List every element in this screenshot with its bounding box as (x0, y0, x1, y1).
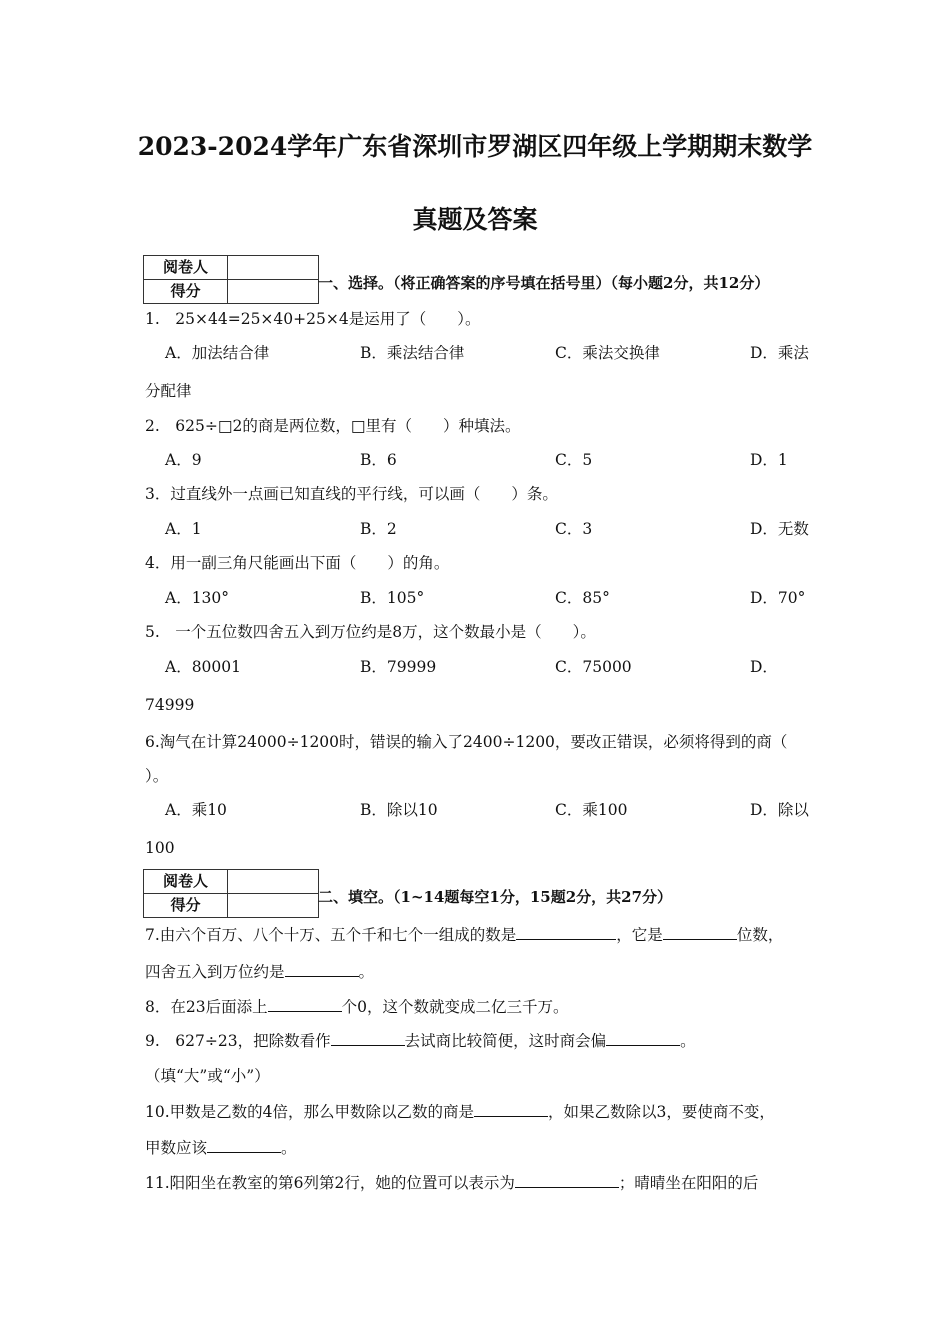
q7-text: 7.由六个百万、八个十万、五个千和七个一组成的数是 (145, 926, 517, 944)
question-7-continued (145, 961, 374, 982)
q4-option-a: A．130° (165, 589, 230, 607)
question-2: 2. 625÷□2的商是两位数，□里有（ ）种填法。 (145, 417, 521, 435)
q6-option-c: C．乘100 (555, 801, 628, 819)
q3-option-a: A．1 (165, 520, 202, 538)
q10-text: 。 (281, 1139, 297, 1157)
q9-text: 9. 627÷23，把除数看作 (145, 1032, 331, 1050)
answer-blank[interactable] (663, 924, 737, 940)
q1-option-d: D．乘法 (750, 344, 809, 362)
section1-heading: 一、选择。（将正确答案的序号填在括号里）（每小题2分，共12分） (318, 274, 770, 292)
q6-option-d: D．除以 (750, 801, 809, 819)
question-10 (145, 1101, 775, 1122)
q5-option-d: D． (750, 658, 778, 676)
q10-text: ，如果乙数除以3，要使商不变， (548, 1103, 775, 1121)
q7-text: 。 (358, 963, 375, 981)
q1-option-a: A．加法结合律 (165, 344, 270, 362)
score-label: 得分 (144, 894, 228, 917)
q6-option-d-continued: 100 (145, 839, 175, 857)
q5-option-d-continued: 74999 (145, 696, 195, 714)
answer-blank[interactable] (268, 996, 342, 1012)
q3-option-d: D．无数 (750, 520, 809, 538)
q9-text: 。 (680, 1032, 696, 1050)
q1-option-b: B．乘法结合律 (360, 344, 465, 362)
question-9-continued: （填“大”或“小”） (145, 1067, 270, 1085)
q5-option-a: A．80001 (165, 658, 242, 676)
q8-text: 个0，这个数就变成二亿三千万。 (341, 998, 569, 1016)
question-10-continued (145, 1137, 297, 1158)
question-11 (145, 1172, 758, 1193)
section2-heading: 二、填空。（1~14题每空1分，15题2分，共27分） (318, 888, 673, 906)
q2-option-c: C．5 (555, 451, 593, 469)
question-8 (145, 996, 568, 1017)
q5-option-c: C．75000 (555, 658, 632, 676)
answer-blank[interactable] (515, 1172, 619, 1188)
q1-option-d-continued: 分配律 (145, 382, 192, 400)
q2-option-b: B．6 (360, 451, 397, 469)
q2-option-a: A．9 (165, 451, 202, 469)
q9-text: 去试商比较简便，这时商会偏 (404, 1032, 607, 1050)
q10-text: 甲数应该 (145, 1139, 208, 1157)
score-label: 得分 (144, 280, 228, 303)
question-3: 3．过直线外一点画已知直线的平行线，可以画（ ）条。 (145, 485, 558, 503)
question-6-continued: ）。 (145, 767, 169, 785)
q7-text: 位数， (736, 926, 784, 944)
q2-option-d: D．1 (750, 451, 788, 469)
question-1: 1. 25×44=25×40+25×4是运用了（ ）。 (145, 310, 481, 328)
question-6: 6.淘气在计算24000÷1200时，错误的输入了2400÷1200，要改正错误，必须将得到的商（ (145, 733, 788, 751)
q6-option-b: B．除以10 (360, 801, 438, 819)
document-title-line1: 2023-2024学年广东省深圳市罗湖区四年级上学期期末数学 (137, 132, 813, 161)
reviewer-label: 阅卷人 (144, 256, 228, 279)
q4-option-d: D．70° (750, 589, 806, 607)
score-box-1 (143, 255, 319, 304)
answer-blank[interactable] (331, 1030, 405, 1046)
q7-text: 四舍五入到万位约是 (145, 963, 285, 981)
q7-text: ，它是 (616, 926, 663, 944)
answer-blank[interactable] (606, 1030, 680, 1046)
q4-option-b: B．105° (360, 589, 425, 607)
score-box-2 (143, 869, 319, 918)
answer-blank[interactable] (207, 1137, 281, 1153)
q3-option-c: C．3 (555, 520, 593, 538)
answer-blank[interactable] (285, 961, 359, 977)
question-5: 5. 一个五位数四舍五入到万位约是8万，这个数最小是（ ）。 (145, 623, 596, 641)
question-7 (145, 924, 783, 945)
q5-option-b: B．79999 (360, 658, 437, 676)
question-9 (145, 1030, 696, 1051)
q3-option-b: B．2 (360, 520, 397, 538)
q10-text: 10.甲数是乙数的4倍，那么甲数除以乙数的商是 (145, 1103, 475, 1121)
q1-option-c: C．乘法交换律 (555, 344, 660, 362)
q11-text: ；晴晴坐在阳阳的后 (618, 1174, 759, 1192)
document-title-line2: 真题及答案 (412, 205, 538, 234)
reviewer-label: 阅卷人 (144, 870, 228, 893)
answer-blank[interactable] (474, 1101, 548, 1117)
q4-option-c: C．85° (555, 589, 610, 607)
q11-text: 11.阳阳坐在教室的第6列第2行，她的位置可以表示为 (145, 1174, 515, 1192)
q6-option-a: A．乘10 (165, 801, 227, 819)
q8-text: 8．在23后面添上 (145, 998, 268, 1016)
question-4: 4．用一副三角尺能画出下面（ ）的角。 (145, 554, 450, 572)
answer-blank[interactable] (516, 924, 616, 940)
